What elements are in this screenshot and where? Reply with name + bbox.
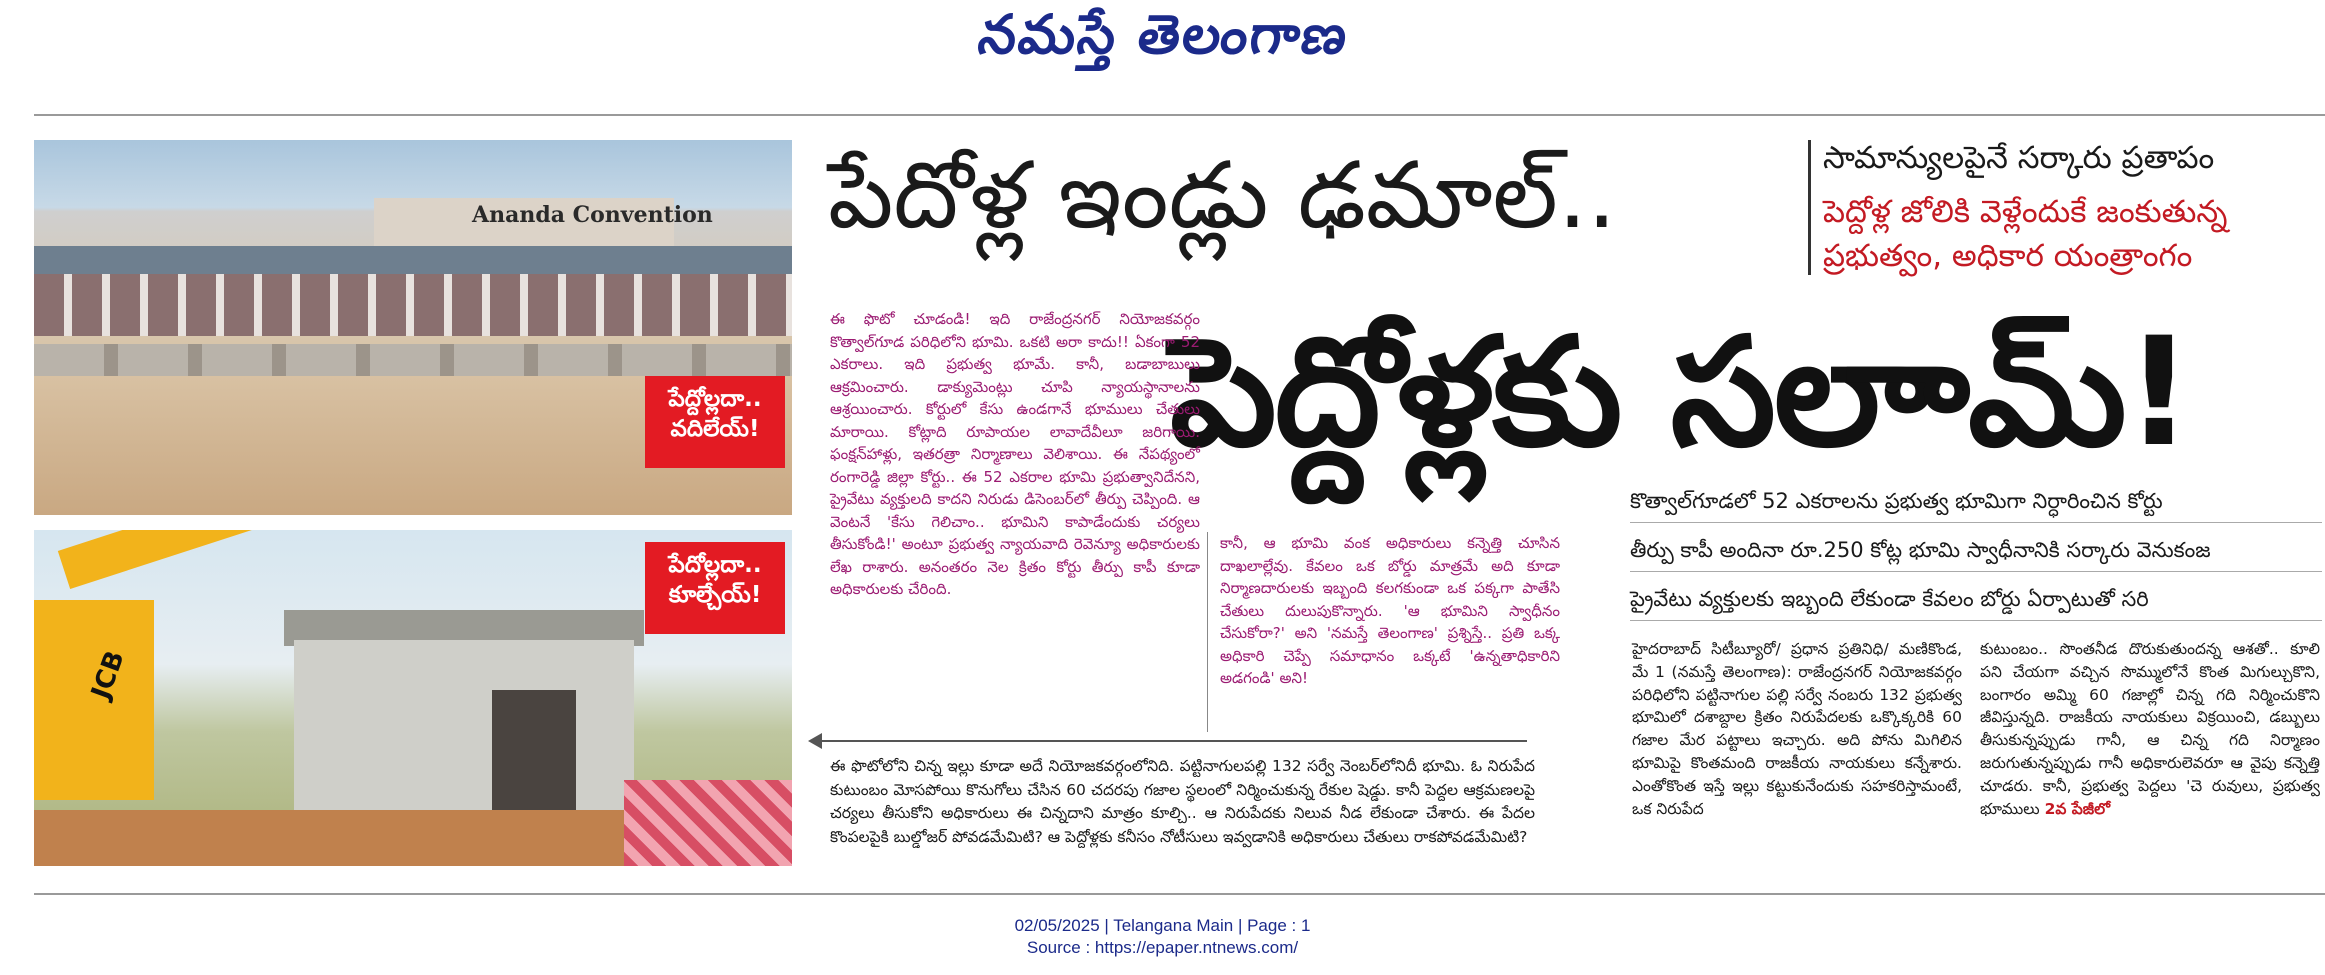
jcb-arm: [58, 530, 289, 589]
photo-story-column-2: కానీ, ఆ భూమి వంక అధికారులు కన్నెత్తి చూసిన దాఖలాల్లేవు. కేవలం ఒక బోర్డు మాత్రమే అది కూడా నిర్మాణదారులకు ఇబ్బంది కలగకుండా ఒక పక్కగా పాతేసి చేతులు దులుపుకొన్నారు. 'ఆ భూమిని స్వాధీనం చేసుకోరా?' అని 'నమస్తే తెలంగాణ' ప్రశ్నిస్తే.. ప్రతి ఒక్క అధికారి చెప్పే సమాధానం ఒక్కటే 'ఉన్నతాధికారిని అడగండి' అని!: [1220, 534, 1560, 687]
house-photo-caption: ఈ ఫొటోలోని చిన్న ఇల్లు కూడా అదే నియోజకవర్గంలోనిది. పట్టినాగులపల్లి 132 సర్వే నెంబర్‌లోనిదీ భూమి. ఓ నిరుపేద కుటుంబం మోసపోయి కొనుగోలు చేసిన 60 చదరపు గజాల స్థలంలో నిర్మించుకున్న రేకుల షెడ్డు. కానీ పెద్దల ఆక్రమణలపై చర్యలు తీసుకోని అధికారులు ఈ చిన్నదాని మాత్రం కూల్చి.. ఆ నిరుపేదకు నిలువ నీడ లేకుండా చేశారు. ఈ పేదల కొంపలపైకి బుల్డోజర్ పోవడమేమిటి? ఆ పెద్దోళ్లకు కనీసం నోటీసులు ఇవ్వడానికి అధికారులు చేతులు రాకపోవడమేమిటి?: [830, 757, 1535, 846]
headline-main: పెద్దోళ్లకు సలాామ్!: [1170, 306, 2192, 480]
masthead-title: నమస్తే తెలంగాణ: [974, 2, 1353, 66]
page-footer: [0, 915, 2325, 959]
story-column-1: హైదరాబాద్ సిటీబ్యూరో/ ప్రధాన ప్రతినిధి/ మణికొండ, మే 1 (నమస్తే తెలంగాణ): రాజేంద్రనగర్ నియోజకవర్గం పరిధిలోని పట్టినాగుల పల్లి సర్వే నంబరు 132 ప్రభుత్వ భూమిలో దశాబ్దాల క్రితం నిరుపేదలకు ఒక్కొక్కరికి 60 గజాల మేర పట్టాలు ఇచ్చారు. అది పోను మిగిలిన భూమిపై కొంతమంది రాజకీయ నాయకులు కన్నేశారు. ఎంతోకొంత ఇస్తే ఇల్లు కట్టుకునేందుకు సహకరిస్తామంటే, ఒక నిరుపేద: [1632, 640, 1962, 818]
mattress-pile: [624, 780, 792, 866]
photo-caption-top: పేద్దోల్లదా.. వదిలేయ్!: [645, 376, 785, 468]
column-divider: [1207, 532, 1208, 732]
photo-story-column-1: ఈ ఫొటో చూడండి! ఇది రాజేంద్రనగర్ నియోజకవర్గం కొత్వాల్‌గూడ పరిధిలోని భూమి. ఒకటి అరా కాదు!! ఏకంగా 52 ఎకరాలు. ఇది ప్రభుత్వ భూమే. కానీ, బడాబాబులు ఆక్రమించారు. డాక్యుమెంట్లు చూపి న్యాయస్థానాలను ఆశ్రయించారు. కోర్టులో కేసు ఉండగానే భూములు చేతులు మారాయి. కోట్లాది రూపాయల లావాదేవీలూ జరిగాయి. ఫంక్షన్‌హాళ్లు, ఇతరత్రా నిర్మాణాలు వెలిశాయి. ఈ నేపథ్యంలో రంగారెడ్డి జిల్లా కోర్టు.. ఈ 52 ఎకరాల భూమి ప్రభుత్వానిదేనని, ప్రైవేటు వ్యక్తులది కాదని నిరుడు డిసెంబర్‌లో తీర్పు చెప్పింది. ఆ వెంటనే 'కేసు గెలిచాం.. భూమిని కాపాడేందుకు చర్యలు తీసుకోండి!' అంటూ ప్రభుత్వ న్యాయవాది రెవెన్యూ అధికారులకు లేఖ రాశారు. అనంతరం నెల క్రితం కోర్టు తీర్పు కాపీ కూడా అధికారులకు చేరింది.: [830, 310, 1200, 598]
building-sign: Ananda Convention: [472, 202, 713, 228]
sidebar-rule: [1808, 140, 1811, 275]
story-column-2: [1980, 638, 2320, 820]
jcb-machine: [34, 600, 154, 800]
arrow-left-icon: [812, 740, 1527, 742]
sidebar-subtitle: పెద్దోళ్ల జోలికి వెళ్లేందుకే జంకుతున్న ప్రభుత్వం, అధికార యంత్రాంగం: [1823, 194, 2228, 274]
masthead: [0, 2, 2325, 80]
small-house: [294, 640, 634, 820]
boundary-wall: [34, 344, 792, 376]
building-illustration: [34, 198, 792, 348]
footer-edition-info: 02/05/2025 | Telangana Main | Page : 1: [1014, 916, 1311, 935]
deck-line-1: కొత్వాల్‌గూడలో 52 ఎకరాలను ప్రభుత్వ భూమిగా నిర్ధారించిన కోర్టు: [1630, 489, 2163, 513]
story-column-2-text: కుటుంబం.. సొంతనీడ దొరుకుతుందన్న ఆశతో.. కూలి పని చేయగా వచ్చిన సొమ్ములోనే కొంత మిగుల్చుకొని, బంగారం అమ్మి 60 గజాల్లో చిన్న గది నిర్మించుకొని జీవిస్తున్నది. రాజకీయ నాయకులు విక్రయించి, డబ్బులు తీసుకున్నప్పుడు గానీ, ఆ చిన్న గది నిర్మాణం జరుగుతున్నప్పుడు గానీ అధికారులెవరూ ఆ వైపు కన్నెత్తి చూడరు. కానీ, ప్రభుత్వ పెద్దలు 'చె రువులు, ప్రభుత్వ భూములు: [1980, 640, 2320, 818]
jcb-label: JCB: [85, 647, 131, 703]
photo-caption-bottom: పేదోల్లదా.. కూల్చేయ్!: [645, 542, 785, 634]
sidebar-title: సామాన్యులపైనే సర్కారు ప్రతాపం: [1823, 140, 2215, 176]
continued-on-page-link[interactable]: 2వ పేజీలో: [2044, 799, 2111, 818]
house-door: [492, 690, 576, 830]
top-divider: [34, 114, 2325, 116]
headline-primary: పేదోళ్ల ఇండ్లు ఢమాల్..: [828, 142, 1617, 249]
footer-source[interactable]: Source : https://epaper.ntnews.com/: [1026, 938, 1299, 957]
deck-line-2: తీర్పు కాపీ అందినా రూ.250 కోట్ల భూమి స్వాధీనానికి సర్కారు వెనుకంజ: [1630, 538, 2211, 562]
bottom-divider: [34, 893, 2325, 895]
deck-line-3: ప్రైవేటు వ్యక్తులకు ఇబ్బంది లేకుండా కేవలం బోర్డు ఏర్పాటుతో సరి: [1630, 587, 2149, 611]
